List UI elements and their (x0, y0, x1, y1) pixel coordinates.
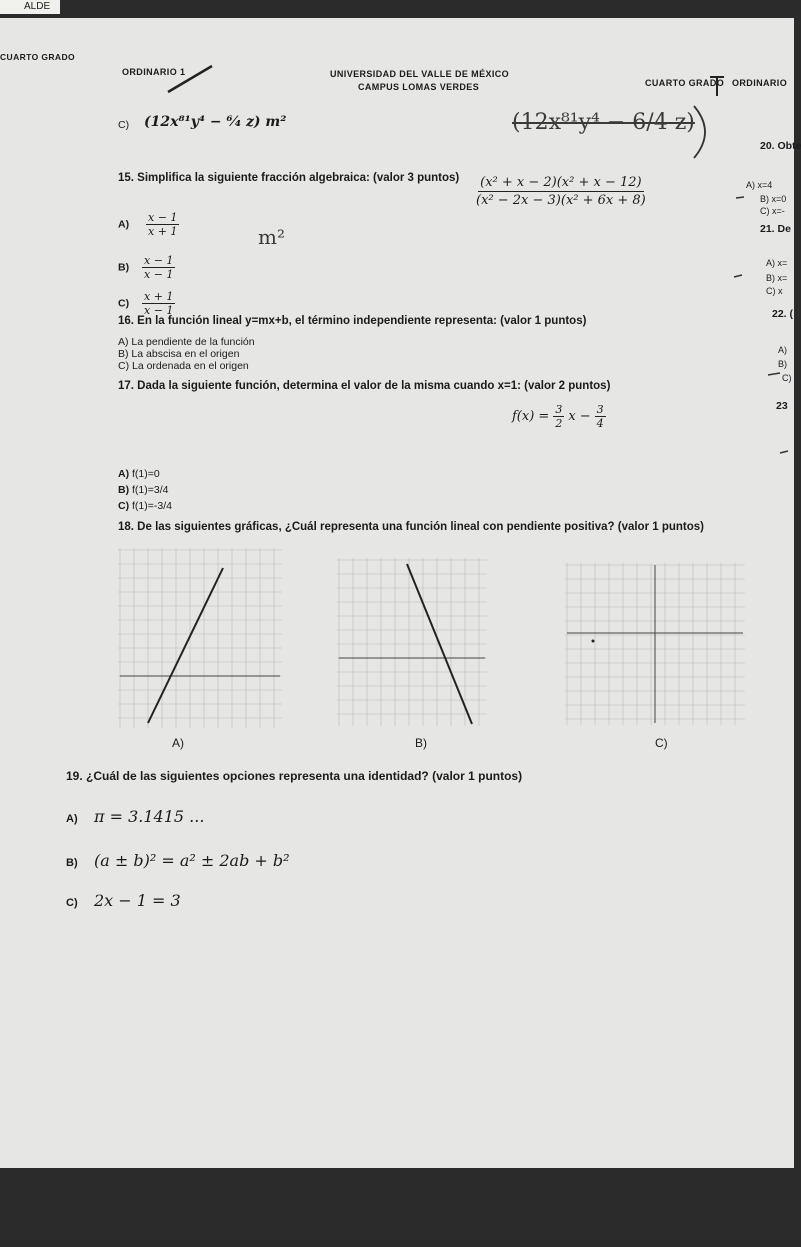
q15-option-c[interactable] (118, 290, 175, 317)
q15-option-a-num: x − 1 (148, 211, 178, 224)
q17-func-lhs: f(x) = (512, 409, 550, 424)
ordinario-left: ORDINARIO 1 (122, 67, 186, 77)
question-20-fragment: 20. Obte (760, 140, 801, 152)
handwritten-expression: (12x⁸¹y⁴ − 6/4 z) (512, 110, 695, 135)
prev-option-letter: C) (118, 119, 130, 131)
q21-option-c-fragment: C) x (766, 286, 783, 296)
q19-option-b-letter: B) (66, 857, 78, 869)
question-17: 17. Dada la siguiente función, determina el valor de la misma cuando x=1: (valor 2 puntos) (118, 380, 611, 392)
q19-option-a-letter: A) (66, 813, 78, 825)
q15-fraction (474, 174, 648, 209)
q22-option-c-fragment: C) (782, 373, 792, 383)
q17-option-b-value: f(1)=3/4 (132, 484, 169, 496)
question-23-fragment: 23 (776, 400, 788, 412)
prev-option-expr: (12x⁸¹y⁴ − ⁶⁄₄ z) m² (144, 114, 287, 130)
graph-c-label: C) (655, 736, 668, 750)
q15-option-a[interactable] (118, 211, 179, 238)
q19-option-c-letter: C) (66, 897, 78, 909)
q15-numerator: (x² + x − 2)(x² + x − 12) (480, 175, 642, 190)
corner-scrap: ALDE (0, 0, 60, 14)
q17-option-c-letter: C) (118, 500, 130, 512)
q20-option-c-fragment: C) x=- (760, 206, 785, 216)
q22-option-a-fragment: A) (778, 345, 787, 355)
q17-frac1-num: 3 (555, 403, 563, 416)
q17-option-a[interactable] (118, 468, 160, 480)
q15-option-b-letter: B) (118, 261, 130, 274)
graph-c-point (592, 640, 595, 643)
q21-option-a-fragment: A) x= (766, 258, 788, 268)
q17-option-b-letter: B) (118, 484, 130, 496)
q20-option-a-fragment: A) x=4 (746, 180, 773, 190)
q19-option-c[interactable] (66, 891, 181, 910)
university-name: UNIVERSIDAD DEL VALLE DE MÉXICO (330, 69, 510, 79)
handwritten-paren (690, 102, 720, 162)
graph-b[interactable] (337, 558, 487, 726)
q16-option-b[interactable]: B) La abscisa en el origen (118, 348, 240, 360)
graph-a-svg (118, 548, 282, 728)
q17-function (512, 403, 606, 430)
question-21-fragment: 21. De (760, 223, 791, 235)
graph-a-line (148, 568, 223, 723)
graph-b-svg (337, 558, 487, 726)
q15-option-b-den: x − 1 (144, 268, 174, 281)
right-grade-label: CUARTO GRADO (645, 78, 725, 88)
campus-name: CAMPUS LOMAS VERDES (358, 82, 480, 92)
q17-option-a-value: f(1)=0 (132, 468, 160, 480)
question-15: 15. Simplifica la siguiente fracción algebraica: (valor 3 puntos) (118, 172, 460, 184)
q15-option-c-letter: C) (118, 297, 130, 310)
q15-option-b-num: x − 1 (144, 254, 174, 267)
q15-option-c-den: x − 1 (144, 304, 174, 317)
q17-frac2-den: 4 (596, 417, 604, 430)
q15-option-b-fraction (142, 254, 175, 281)
handwritten-m2: m² (258, 225, 285, 249)
q15-denominator: (x² − 2x − 3)(x² + 6x + 8) (476, 193, 646, 208)
q21-option-b-fragment: B) x= (766, 273, 788, 283)
q19-option-b-expr: (a ± b)² = a² ± 2ab + b² (94, 851, 290, 870)
exam-sheet (0, 18, 801, 1168)
q17-frac1-den: 2 (555, 417, 563, 430)
q15-option-a-fraction (146, 211, 179, 238)
q19-option-b[interactable] (66, 851, 290, 870)
graph-a[interactable] (118, 548, 282, 728)
q15-option-c-fraction (142, 290, 175, 317)
q17-option-b[interactable] (118, 484, 169, 496)
graph-c[interactable] (565, 563, 745, 725)
q15-option-a-letter: A) (118, 218, 130, 231)
q15-option-b[interactable] (118, 254, 175, 281)
question-19: 19. ¿Cuál de las siguientes opciones representa una identidad? (valor 1 puntos) (66, 769, 523, 783)
q17-option-c[interactable] (118, 500, 172, 512)
grade-box-mark (708, 72, 726, 98)
question-18: 18. De las siguientes gráficas, ¿Cuál representa una función lineal con pendiente positiva? (valor 1 puntos) (118, 521, 705, 533)
q17-func-mid: x − (568, 409, 591, 424)
q17-frac2 (595, 403, 606, 430)
question-22-fragment: 22. ( (772, 308, 794, 320)
q22-option-b-fragment: B) (778, 359, 787, 369)
q17-option-a-letter: A) (118, 468, 130, 480)
question-16: 16. En la función lineal y=mx+b, el término independiente representa: (valor 1 puntos) (118, 315, 587, 327)
q19-option-a[interactable] (66, 807, 204, 826)
graph-c-svg (565, 563, 745, 725)
q19-option-a-expr: π = 3.1415 ... (94, 807, 205, 826)
q17-frac1 (553, 403, 564, 430)
q15-option-c-num: x + 1 (144, 290, 174, 303)
right-ordinario: ORDINARIO (732, 78, 788, 88)
handwritten-marks (730, 183, 790, 423)
q16-option-c[interactable]: C) La ordenada en el origen (118, 360, 249, 372)
q15-option-a-den: x + 1 (148, 225, 178, 238)
left-grade-label: CUARTO GRADO (0, 52, 76, 62)
q20-option-b-fragment: B) x=0 (760, 194, 787, 204)
q17-frac2-num: 3 (596, 403, 604, 416)
q19-option-c-expr: 2x − 1 = 3 (94, 891, 181, 910)
q17-option-c-value: f(1)=-3/4 (132, 500, 172, 512)
graph-b-label: B) (415, 736, 427, 750)
pen-stroke-mark (166, 64, 214, 94)
q16-option-a[interactable]: A) La pendiente de la función (118, 336, 255, 348)
graph-a-label: A) (172, 736, 184, 750)
